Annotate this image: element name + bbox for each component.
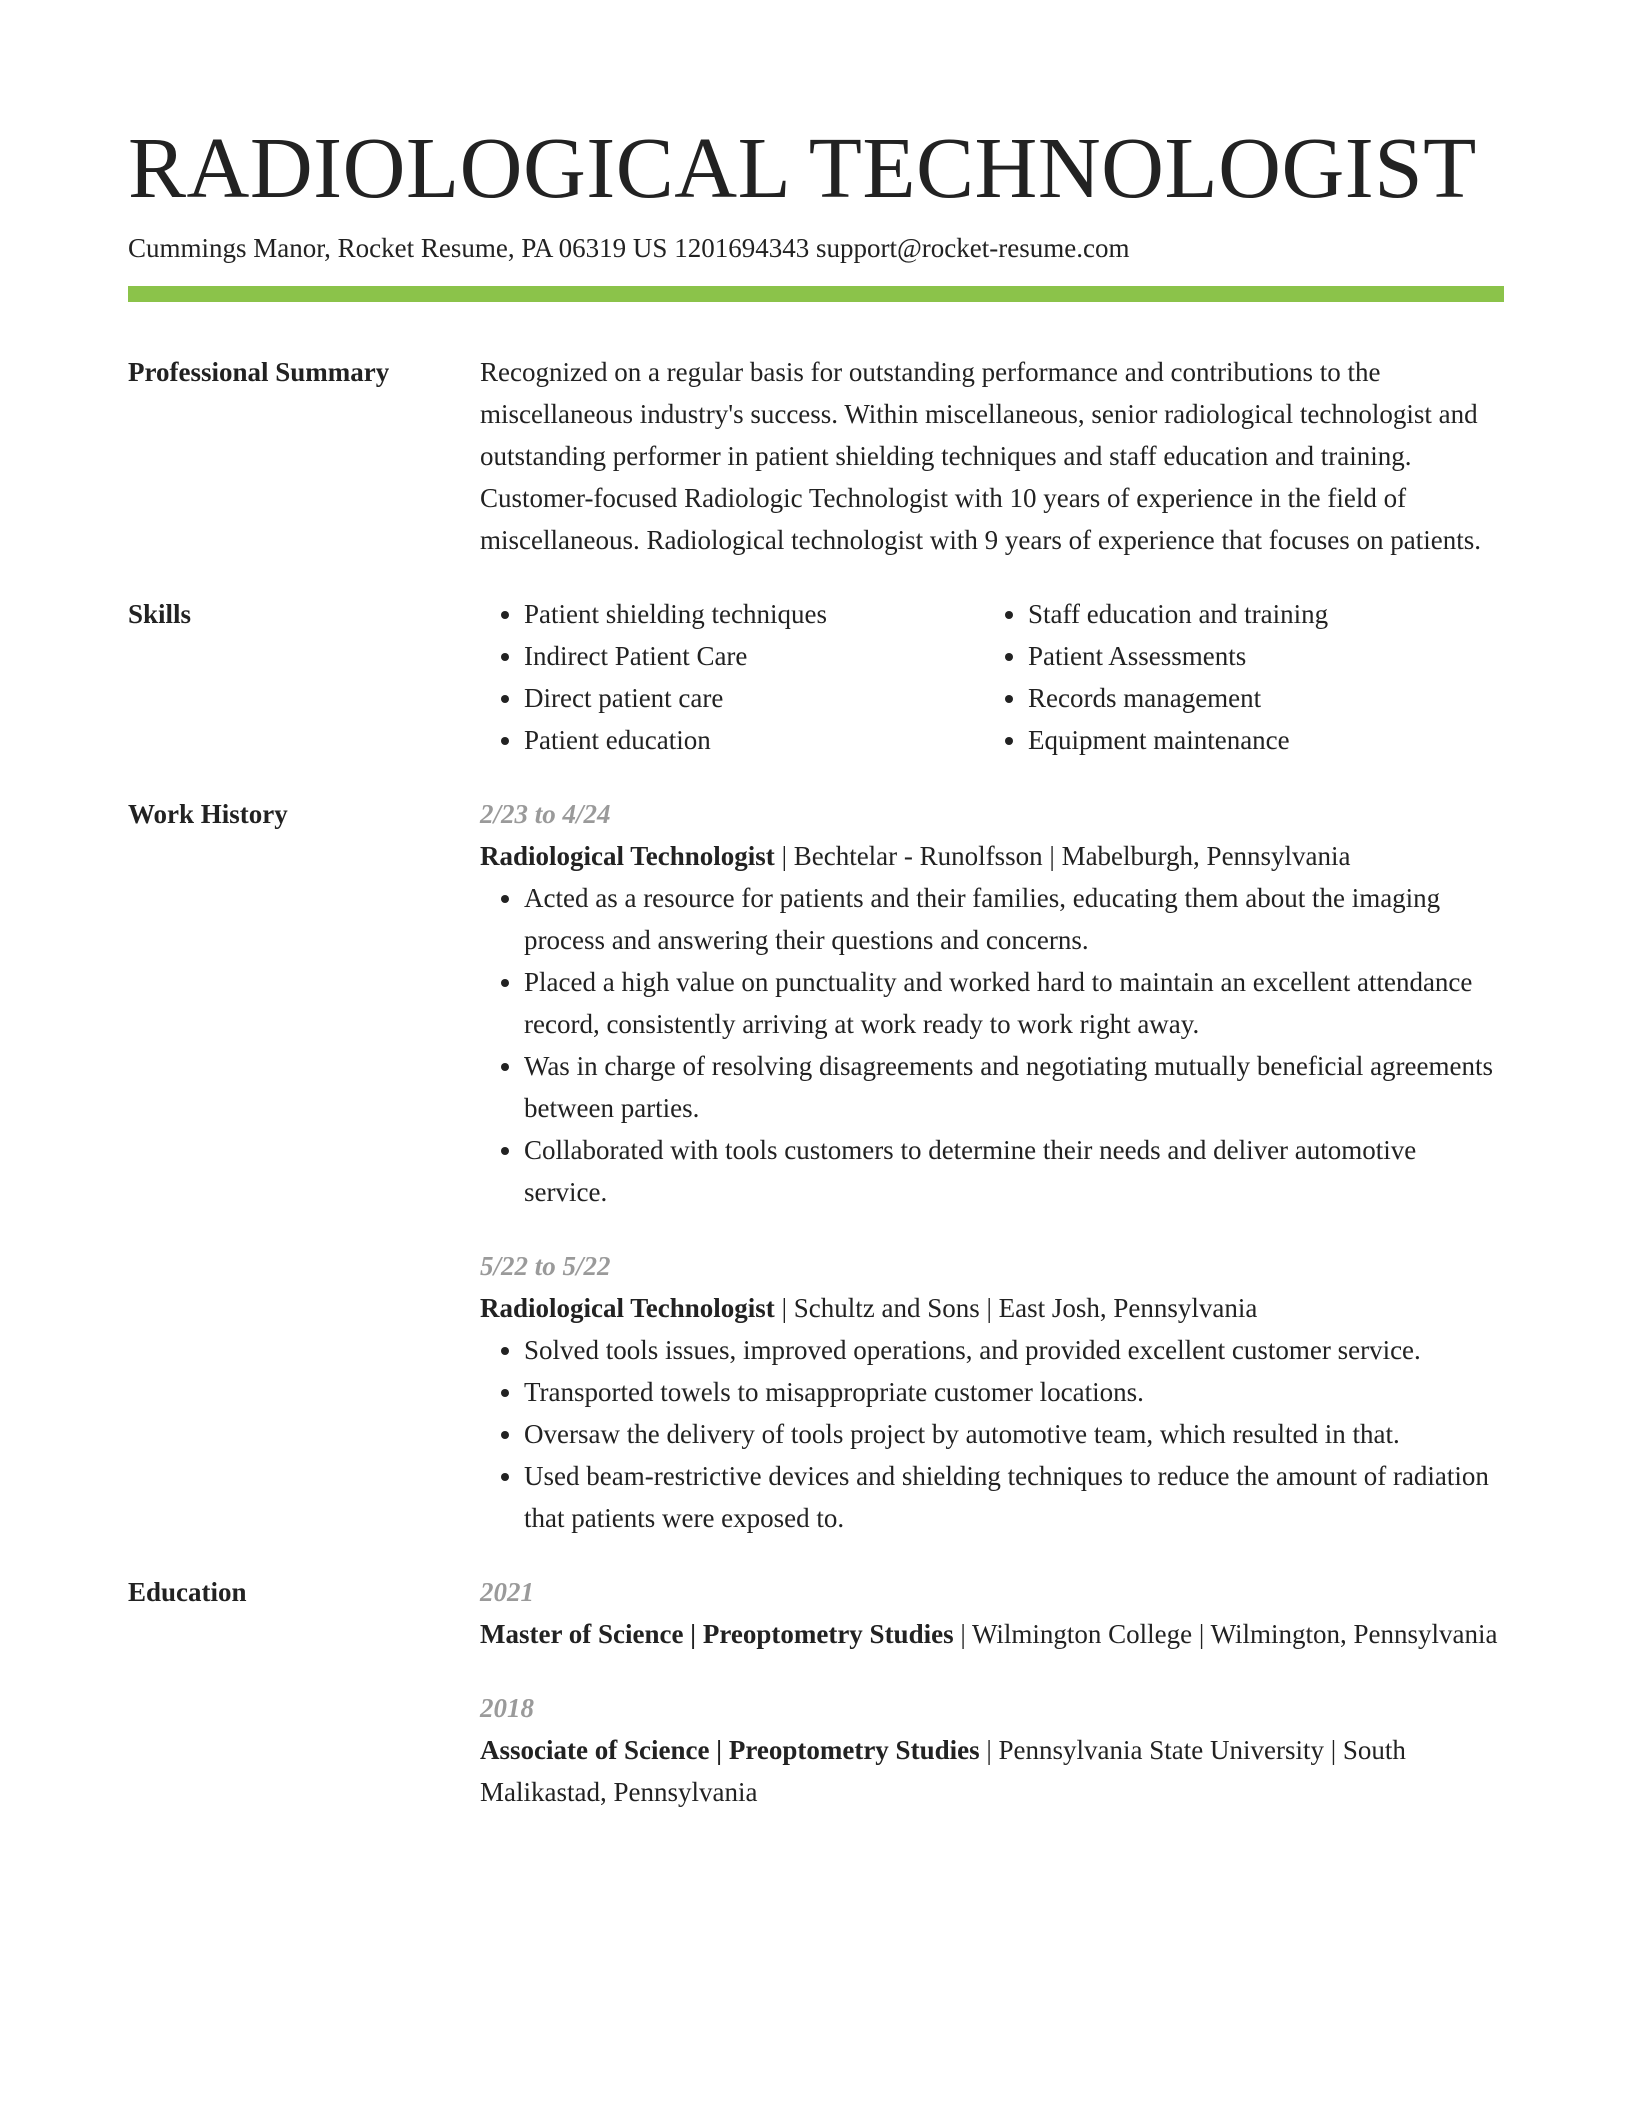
job-title: Radiological Technologist [480,841,775,871]
job-bullet-list [480,1329,1504,1539]
job-bullet: • Solved tools issues, improved operations, and provided excellent customer service. [524,1329,1504,1371]
contact-info: Cummings Manor, Rocket Resume, PA 06319 US 1201694343 support@rocket-resume.com [128,233,1130,263]
job-bullet: • Used beam-restrictive devices and shielding techniques to reduce the amount of radiation that patients were exposed to. [524,1455,1504,1539]
job-employer-location: | Bechtelar - Runolfsson | Mabelburgh, Pennsylvania [774,841,1351,871]
summary-heading: Professional Summary [128,357,390,387]
skill-item: • Staff education and training [1028,593,1488,635]
education-section [128,1571,1504,1813]
skill-item: • Patient shielding techniques [524,593,984,635]
resume-page [128,118,1504,1813]
job-employer-location: | Schultz and Sons | East Josh, Pennsylvania [774,1293,1258,1323]
skills-column-right [984,593,1488,761]
work-history-section [128,793,1504,1539]
summary-section [128,351,1504,561]
summary-text: Recognized on a regular basis for outstanding performance and contributions to the miscellaneous industry's success. Within miscellaneous, senior radiological technologist and outstanding performer in patient shielding techniques and staff education and training. Customer-focused Radiologic Technologist with 10 years of experience in the field of miscellaneous. Radiological technologist with 9 years of experience that focuses on patients. [480,357,1481,555]
resume-title: RADIOLOGICAL TECHNOLOGIST [128,119,1477,216]
job-title: Radiological Technologist [480,1293,775,1323]
skill-item: • Direct patient care [524,677,984,719]
skills-body [480,593,1504,761]
job-date: 2/23 to 4/24 [480,799,611,829]
skills-heading: Skills [128,599,192,629]
job-title-line [480,835,1504,877]
skill-item: • Patient Assessments [1028,635,1488,677]
job-bullet: • Transported towels to misappropriate customer locations. [524,1371,1504,1413]
education-entry [480,1571,1504,1655]
education-body [480,1571,1504,1813]
skills-grid [480,593,1504,761]
education-degree: Master of Science | Preoptometry Studies [480,1619,954,1649]
job-entry [480,1245,1504,1539]
education-school-location: | Pennsylvania State University | South Malikastad, Pennsylvania [480,1735,1406,1807]
education-year: 2021 [480,1577,534,1607]
education-entry [480,1687,1504,1813]
skill-item: • Equipment maintenance [1028,719,1488,761]
education-degree: Associate of Science | Preoptometry Studies [480,1735,980,1765]
education-heading: Education [128,1577,247,1607]
job-bullet: • Placed a high value on punctuality and worked hard to maintain an excellent attendance record, consistently arriving at work ready to work right away. [524,961,1504,1045]
job-bullet: • Acted as a resource for patients and their families, educating them about the imaging process and answering their questions and concerns. [524,877,1504,961]
job-bullet: • Oversaw the delivery of tools project by automotive team, which resulted in that. [524,1413,1504,1455]
job-entry [480,793,1504,1213]
education-year: 2018 [480,1693,534,1723]
skills-column-left [480,593,984,761]
work-history-heading: Work History [128,799,288,829]
job-bullet: • Was in charge of resolving disagreements and negotiating mutually beneficial agreements between parties. [524,1045,1504,1129]
work-history-body [480,793,1504,1539]
accent-divider [128,286,1504,302]
education-degree-line [480,1613,1504,1655]
skill-item: • Indirect Patient Care [524,635,984,677]
job-bullet-list [480,877,1504,1213]
education-school-location: | Wilmington College | Wilmington, Pennsylvania [953,1619,1498,1649]
skill-item: • Patient education [524,719,984,761]
education-degree-line [480,1729,1504,1813]
skills-section [128,593,1504,761]
job-bullet: • Collaborated with tools customers to determine their needs and deliver automotive service. [524,1129,1504,1213]
job-date: 5/22 to 5/22 [480,1251,611,1281]
skill-item: • Records management [1028,677,1488,719]
job-title-line [480,1287,1504,1329]
